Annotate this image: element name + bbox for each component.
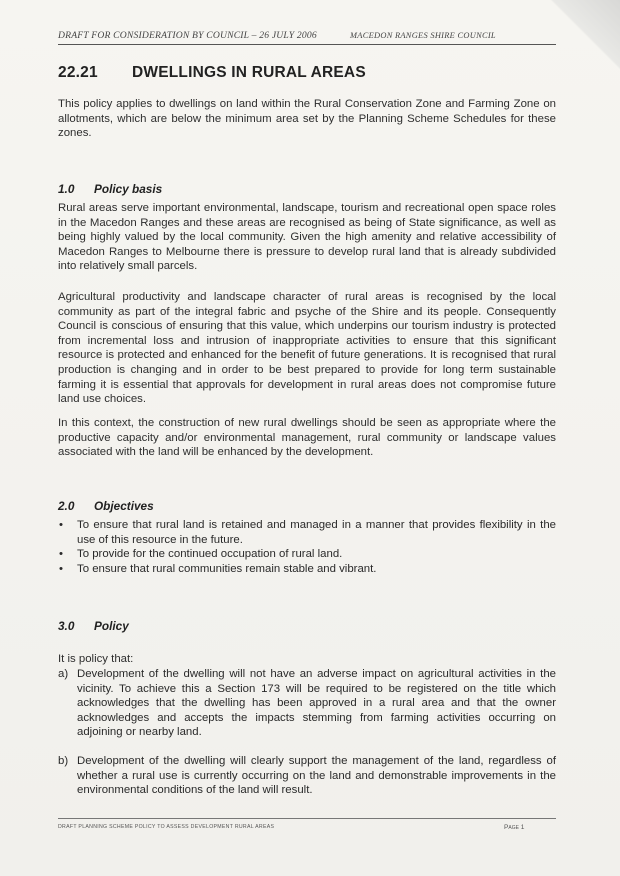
- heading-objectives: [58, 499, 154, 513]
- heading-label: Objectives: [94, 499, 154, 513]
- item-label: b): [58, 755, 69, 767]
- heading-number: 1.0: [58, 182, 75, 196]
- objective-text: To ensure that rural communities remain stable and vibrant.: [77, 562, 377, 575]
- policy-lead: It is policy that:: [58, 653, 134, 665]
- footer-document-title: DRAFT PLANNING SCHEME POLICY TO ASSESS DEVELOPMENT RURAL AREAS: [58, 824, 275, 830]
- objective-text: To provide for the continued occupation of rural land.: [77, 548, 343, 561]
- list-item: [58, 562, 556, 577]
- bullet-icon: •: [59, 548, 63, 561]
- heading-number: 2.0: [58, 499, 75, 513]
- section-number: 22.21: [58, 64, 98, 81]
- running-footer: [58, 818, 556, 833]
- list-item: [58, 547, 556, 562]
- heading-number: 3.0: [58, 619, 75, 633]
- header-council-name: MACEDON RANGES SHIRE COUNCIL: [350, 31, 496, 40]
- folded-corner: [550, 0, 620, 70]
- item-text: Development of the dwelling will clearly support the management of the land, regardless of whether a rural use is currently occurring on the land and demonstrable improvements in the environmental conditions of the land will result.: [77, 755, 556, 797]
- intro-paragraph: This policy applies to dwellings on land within the Rural Conservation Zone and Farming Zone on allotments, which are below the minimum area set by the Planning Scheme Schedules for these zones.: [58, 98, 556, 140]
- header-draft-note: DRAFT FOR CONSIDERATION BY COUNCIL – 26 JULY 2006: [58, 30, 317, 41]
- heading-label: Policy basis: [94, 182, 163, 196]
- section-title: [58, 64, 366, 82]
- list-item: [58, 518, 556, 547]
- section-heading: DWELLINGS IN RURAL AREAS: [132, 64, 366, 81]
- item-text: Development of the dwelling will not have an adverse impact on agricultural activities in the vicinity. To achieve this a Section 173 will be required to be registered on the title which acknowledges that the dwelling has been approved in a rural area and that the owner acknowledges and accepts the impacts stemming from farming activities occurring on adjoining or nearby land.: [77, 668, 556, 739]
- running-header: [58, 30, 556, 45]
- heading-label: Policy: [94, 619, 129, 633]
- policy-item-a: [58, 667, 556, 740]
- page-number: Page 1: [504, 824, 525, 831]
- policy-basis-paragraph-2: Agricultural productivity and landscape character of rural areas is recognised by the local community as part of the integral fabric and psyche of the Shire and its people. Consequently Council is conscious of ensuring that this value, which underpins our tourism industry is protected from incremental loss and intrusion of inappropriate activities to ensure that this significant resource is protected and enhanced for the benefit of future generations. It is recognised that rural production is changing and in order to be best prepared to provide for long term sustainable farming it is essential that approvals for development in rural areas does not compromise future land use choices.: [58, 291, 556, 406]
- policy-basis-paragraph-3: In this context, the construction of new rural dwellings should be seen as appropriate where the productive capacity and/or environmental management, rural community or landscape values associated with the land will be enhanced by the development.: [58, 417, 556, 459]
- bullet-icon: •: [59, 519, 63, 531]
- heading-policy: [58, 619, 129, 633]
- heading-policy-basis: [58, 182, 162, 196]
- policy-basis-paragraph-1: Rural areas serve important environmental, landscape, tourism and recreational open space roles in the Macedon Ranges and these areas are recognised as being of State significance, as well as being highly valued by the local community. Given the high amenity and relative accessibility of Macedon Ranges to Melbourne there is pressure to develop rural land that is already subdivided into relatively small parcels.: [58, 202, 556, 273]
- item-label: a): [58, 668, 69, 680]
- objective-text: To ensure that rural land is retained and managed in a manner that provides flexibility in the use of this resource in the future.: [77, 519, 556, 546]
- objectives-list: [58, 518, 556, 576]
- policy-item-b: [58, 754, 556, 798]
- bullet-icon: •: [59, 562, 63, 575]
